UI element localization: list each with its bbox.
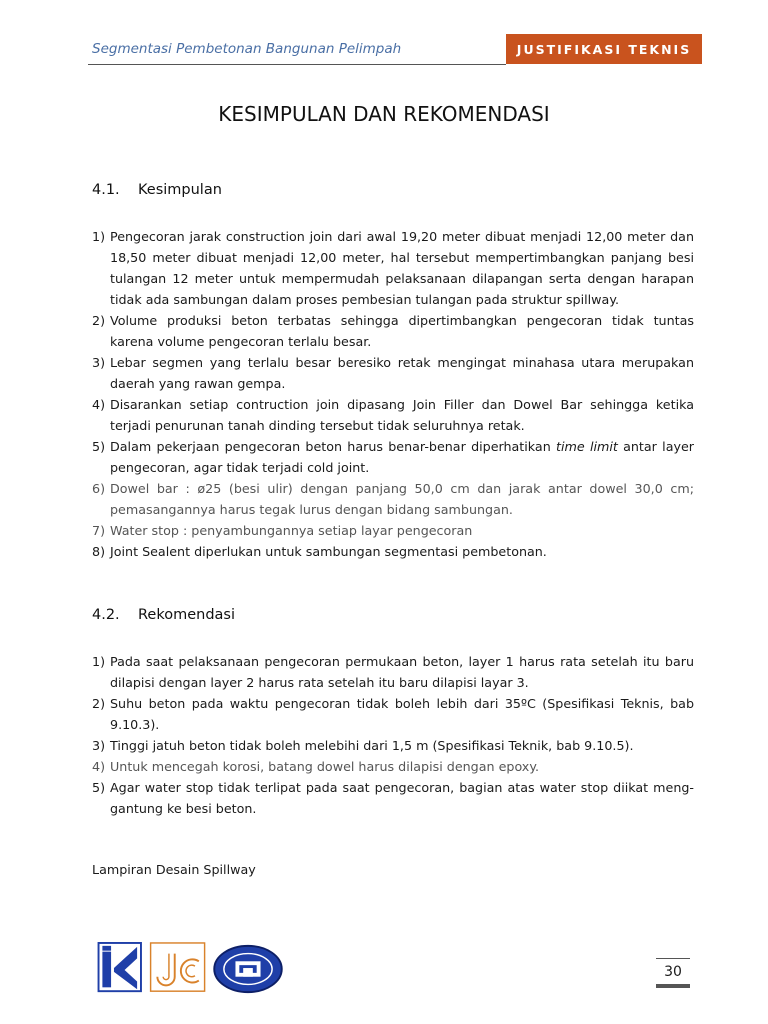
header-rule [88,64,506,65]
list-item-text: Dalam pekerjaan pengecoran beton harus benar-benar diperhatikan [110,439,557,454]
page-number-bar [656,984,690,988]
list-item [92,520,694,541]
document-title: Segmentasi Pembetonan Bangunan Pelimpah [92,41,402,57]
list-item-text: Dowel bar : ø25 (besi ulir) dengan panjang 50,0 cm dan jarak antar dowel 30,0 cm; pemasangannya harus tegak lurus dengan bidang sambungan. [110,481,694,517]
ministry-emblem-icon [214,946,282,992]
list-item [92,693,694,735]
footer-logos [94,942,294,996]
section-title: Kesimpulan [138,182,222,198]
list-item-text: Joint Sealent diperlukan untuk sambungan segmentasi pembetonan. [110,544,547,559]
list-item-text: Suhu beton pada waktu pengecoran tidak boleh lebih dari 35ºC (Spesifikasi Teknis, bab 9.10.3). [110,696,694,732]
section-number: 4.1. [92,182,120,198]
list-item [92,226,694,310]
page-number: 30 [664,964,682,980]
list-item [92,436,694,478]
section-title: Rekomendasi [138,607,236,623]
section-badge: JUSTIFIKASI TEKNIS [506,34,702,64]
list-item-emphasis: time limit [556,439,618,454]
list-item-text: Lebar segmen yang terlalu besar beresiko retak mengingat minahasa utara merupakan daerah yang rawan gempa. [110,355,694,391]
list-item-text: Pada saat pelaksanaan pengecoran permukaan beton, layer 1 harus rata setelah itu baru dilapisi dengan layer 2 harus rata setelah itu baru dilapisi layar 3. [110,654,694,690]
section-heading-kesimpulan [92,182,222,198]
list-item-text: antar layer pengecoran, agar tidak terjadi cold joint. [110,439,694,475]
list-item-text: Tinggi jatuh beton tidak boleh melebihi dari 1,5 m (Spesifikasi Teknik, bab 9.10.5). [110,738,634,753]
dc-logo-icon [151,943,205,991]
page-number-box [656,958,690,988]
section-number: 4.2. [92,607,120,623]
list-item [92,777,694,819]
list-marker: 5) [92,439,106,454]
rekomendasi-list [92,651,694,819]
list-item [92,310,694,352]
ik-logo-icon [99,943,141,991]
list-marker: 2) [92,313,106,328]
list-item-text: Disarankan setiap contruction join dipasang Join Filler dan Dowel Bar sehingga ketika terjadi penurunan tanah dinding tersebut tidak seluruhnya retak. [110,397,694,433]
page-header [0,0,768,70]
list-marker: 4) [92,759,106,774]
kesimpulan-list [92,226,694,562]
list-item [92,735,694,756]
list-item [92,541,694,562]
list-marker: 4) [92,397,106,412]
list-marker: 7) [92,523,106,538]
list-marker: 3) [92,355,106,370]
list-marker: 1) [92,654,106,669]
list-item-text: Water stop : penyambungannya setiap layar pengecoran [110,523,473,538]
list-marker: 1) [92,229,106,244]
list-marker: 5) [92,780,106,795]
list-item-text: Untuk mencegah korosi, batang dowel harus dilapisi dengan epoxy. [110,759,540,774]
list-item [92,651,694,693]
list-item [92,756,694,777]
list-marker: 6) [92,481,106,496]
list-item-text: Volume produksi beton terbatas sehingga dipertimbangkan pengecoran tidak tuntas karena volume pengecoran terlalu besar. [110,313,694,349]
list-item [92,394,694,436]
list-item-text: Pengecoran jarak construction join dari awal 19,20 meter dibuat menjadi 12,00 meter dan 18,50 meter dibuat menjadi 12,00 meter, hal tersebut mempertimbangkan panjang besi tulangan 12 meter untuk mempermudah pelaksanaan dilapangan serta dengan harapan tidak ada sambungan dalam proses pembesian tulangan pada struktur spillway. [110,229,694,307]
list-item [92,478,694,520]
page-title: KESIMPULAN DAN REKOMENDASI [218,102,550,126]
list-marker: 2) [92,696,106,711]
list-marker: 8) [92,544,106,559]
list-item [92,352,694,394]
list-marker: 3) [92,738,106,753]
section-heading-rekomendasi [92,607,235,623]
list-item-text: Agar water stop tidak terlipat pada saat pengecoran, bagian atas water stop diikat meng-gantung ke besi beton. [110,780,694,816]
attachment-note: Lampiran Desain Spillway [92,862,256,877]
